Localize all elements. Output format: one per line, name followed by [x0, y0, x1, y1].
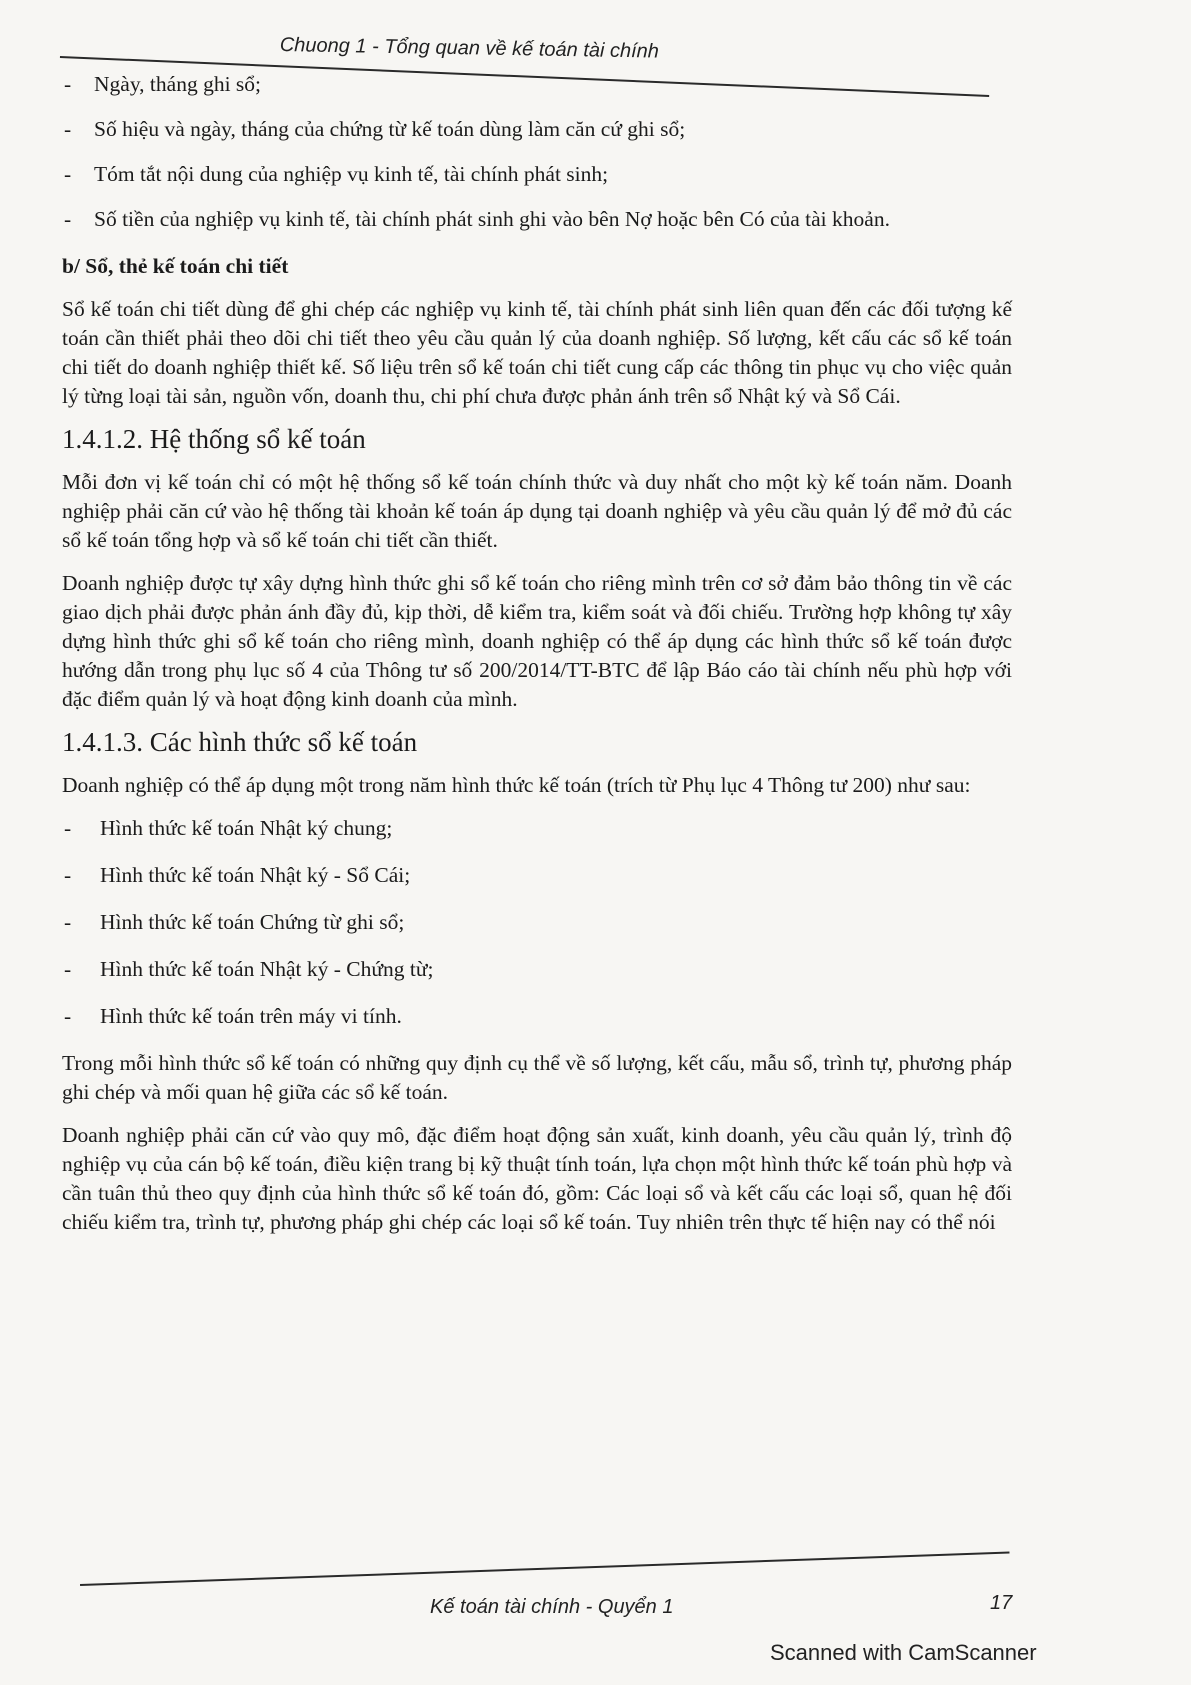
list-item-text: Ngày, tháng ghi sổ;	[94, 72, 262, 96]
scanner-watermark: Scanned with CamScanner	[770, 1640, 1037, 1665]
bullet-dash: -	[64, 863, 72, 887]
bullet-dash: -	[64, 1004, 72, 1028]
list-item	[62, 160, 1012, 189]
bullet-dash: -	[64, 816, 72, 840]
section-1412-heading: 1.4.1.2. Hệ thống sổ kế toán	[62, 424, 366, 454]
page-number: 17	[990, 1592, 1013, 1614]
paragraph: Doanh nghiệp được tự xây dựng hình thức ghi sổ kế toán cho riêng mình trên cơ sở đảm bảo thông tin về các giao dịch phải được phản ánh đầy đủ, kịp thời, dễ kiểm tra, kiểm soát và đối chiếu. Trường hợp không tự xây dựng hình thức ghi sổ kế toán cho riêng mình, doanh nghiệp có thể áp dụng các hình thức sổ kế toán được hướng dẫn trong phụ lục số 4 của Thông tư số 200/2014/TT-BTC để lập Báo cáo tài chính nếu phù hợp với đặc điểm quản lý và hoạt động kinh doanh của mình.	[62, 571, 1012, 711]
section-1413-heading: 1.4.1.3. Các hình thức sổ kế toán	[62, 727, 418, 757]
list-item	[62, 955, 1012, 984]
bullet-dash: -	[64, 72, 72, 96]
running-footer: Kế toán tài chính - Quyển 1	[430, 1596, 674, 1618]
list-item	[62, 1002, 1012, 1031]
bullet-dash: -	[64, 910, 72, 934]
list-item	[62, 814, 1012, 843]
list-item	[62, 908, 1012, 937]
list-item-text: Hình thức kế toán Nhật ký - Sổ Cái;	[100, 863, 411, 887]
list-item-text: Hình thức kế toán Chứng từ ghi sổ;	[100, 910, 405, 934]
paragraph: Trong mỗi hình thức sổ kế toán có những quy định cụ thể về số lượng, kết cấu, mẫu sổ, trình tự, phương pháp ghi chép và mối quan hệ giữa các sổ kế toán.	[62, 1051, 1012, 1104]
footer-rule	[80, 1552, 1010, 1586]
list-item	[62, 205, 1012, 234]
paragraph: Doanh nghiệp phải căn cứ vào quy mô, đặc điểm hoạt động sản xuất, kinh doanh, yêu cầu quản lý, trình độ nghiệp vụ của cán bộ kế toán, điều kiện trang bị kỹ thuật tính toán, lựa chọn một hình thức kế toán phù hợp và cần tuân thủ theo quy định của hình thức sổ kế toán đó, gồm: Các loại sổ và kết cấu các loại sổ, quan hệ đối chiếu kiểm tra, trình tự, phương pháp ghi chép các loại sổ kế toán. Tuy nhiên trên thực tế hiện nay có thể nói	[62, 1123, 1012, 1234]
list-item-text: Hình thức kế toán Nhật ký chung;	[100, 816, 393, 840]
bullet-dash: -	[64, 207, 72, 231]
section-b-heading: b/ Sổ, thẻ kế toán chi tiết	[62, 254, 289, 278]
section-b-paragraph: Sổ kế toán chi tiết dùng để ghi chép các nghiệp vụ kinh tế, tài chính phát sinh liên quan đến các đối tượng kế toán cần thiết phải theo dõi chi tiết theo yêu cầu quản lý của doanh nghiệp. Số lượng, kết cấu các sổ kế toán chi tiết do doanh nghiệp thiết kế. Số liệu trên sổ kế toán chi tiết cung cấp các thông tin phục vụ cho việc quản lý từng loại tài sản, nguồn vốn, doanh thu, chi phí chưa được phản ánh trên sổ Nhật ký và Sổ Cái.	[62, 297, 1012, 408]
record-fields-list	[62, 70, 1012, 234]
list-item-text: Hình thức kế toán Nhật ký - Chứng từ;	[100, 957, 434, 981]
running-header: Chuong 1 - Tổng quan về kế toán tài chính	[279, 34, 660, 63]
list-item-text: Số tiền của nghiệp vụ kinh tế, tài chính phát sinh ghi vào bên Nợ hoặc bên Có của tài khoản.	[94, 207, 890, 231]
list-item	[62, 115, 1012, 144]
page-content	[62, 70, 1012, 1251]
list-item-text: Hình thức kế toán trên máy vi tính.	[100, 1004, 402, 1028]
list-item-text: Tóm tắt nội dung của nghiệp vụ kinh tế, tài chính phát sinh;	[94, 162, 609, 186]
list-item	[62, 861, 1012, 890]
bullet-dash: -	[64, 957, 72, 981]
paragraph: Mỗi đơn vị kế toán chỉ có một hệ thống sổ kế toán chính thức và duy nhất cho một kỳ kế toán năm. Doanh nghiệp phải căn cứ vào hệ thống tài khoản kế toán áp dụng tại doanh nghiệp và yêu cầu quản lý để mở đủ các sổ kế toán tổng hợp và sổ kế toán chi tiết cần thiết.	[62, 470, 1012, 552]
list-item	[62, 70, 1012, 99]
bullet-dash: -	[64, 162, 72, 186]
section-1413-intro: Doanh nghiệp có thể áp dụng một trong năm hình thức kế toán (trích từ Phụ lục 4 Thông tư 200) như sau:	[62, 773, 971, 797]
accounting-forms-list	[62, 814, 1012, 1031]
list-item-text: Số hiệu và ngày, tháng của chứng từ kế toán dùng làm căn cứ ghi sổ;	[94, 117, 686, 141]
bullet-dash: -	[64, 117, 72, 141]
